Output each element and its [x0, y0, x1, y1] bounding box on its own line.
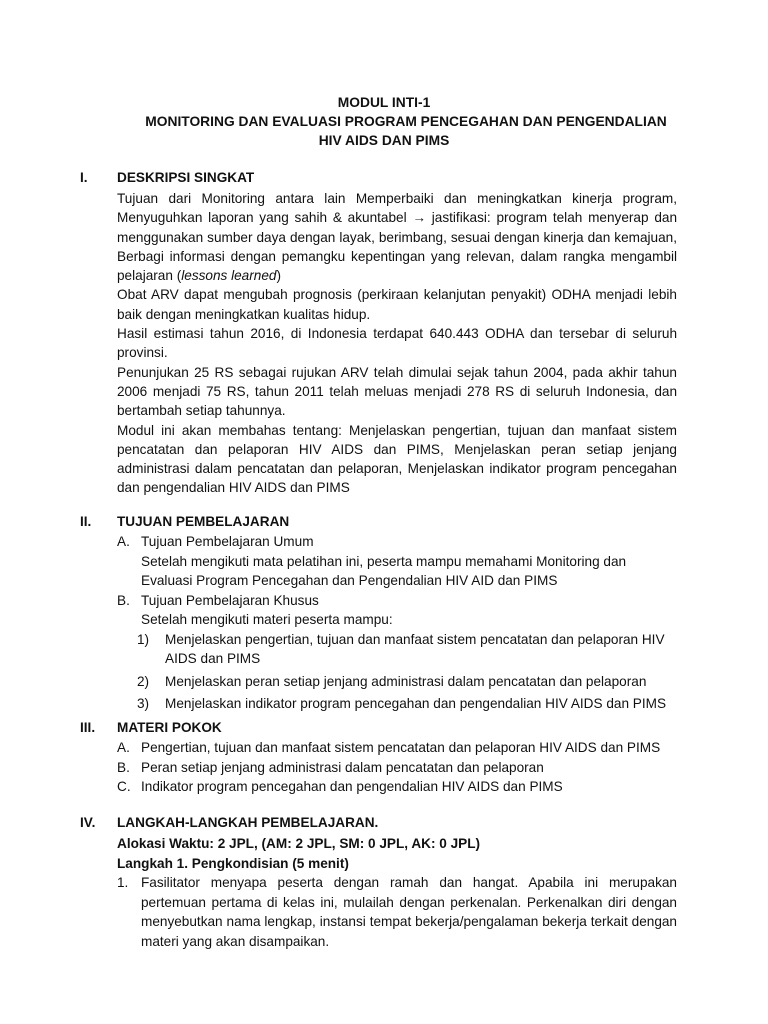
section-3-title: MATERI POKOK — [117, 720, 222, 735]
list-item: B. Peran setiap jenjang administrasi dalam pencatatan dan pelaporan — [117, 759, 544, 775]
list-item: 1) Menjelaskan pengertian, tujuan dan manfaat sistem pencatatan dan pelaporan HIV AIDS dan PIMS — [137, 631, 665, 666]
section-1-paragraph-1: Tujuan dari Monitoring antara lain Memperbaiki dan meningkatkan kinerja program, Menyuguhkan laporan yang sahih & akuntabel → jastifikasi: program telah menyerap dan menggunakan sumber daya dengan layak, berimbang, sesuai dengan kinerja dan kemajuan, Berbagi informasi dengan pemangku kepentingan yang relevan, dalam rangka mengambil pelajaran (lessons learned) — [117, 191, 678, 284]
module-subtitle: HIV AIDS DAN PIMS — [318, 133, 450, 148]
section-4-title: LANGKAH-LANGKAH PEMBELAJARAN. — [117, 815, 379, 830]
arrow-right-icon: → — [412, 210, 426, 226]
section-4-body — [117, 834, 677, 951]
section-1-paragraph-5: Modul ini akan membahas tentang: Menjelaskan pengertian, tujuan dan manfaat sistem pencatatan dan pelaporan HIV AIDS dan PIMS, Menjelaskan peran setiap jenjang administrasi dalam pencatatan dan pelaporan, Menjelaskan indikator program pencegahan dan pengendalian HIV AIDS dan PIMS — [117, 422, 677, 496]
section-3-body — [117, 738, 677, 797]
section-4-number: IV. — [80, 815, 96, 830]
section-1-body — [117, 189, 677, 498]
list-item: A. Pengertian, tujuan dan manfaat sistem pencatatan dan pelaporan HIV AIDS dan PIMS — [117, 740, 661, 755]
module-number: MODUL INTI-1 — [337, 95, 431, 110]
section-1-paragraph-4: Penunjukan 25 RS sebagai rujukan ARV telah dimulai sejak tahun 2004, pada akhir tahun 2006 menjadi 75 RS, tahun 2011 telah meluas menjadi 278 RS di seluruh Indonesia, dan bertambah setiap tahunnya. — [117, 364, 677, 419]
section-3-number: III. — [80, 720, 96, 735]
time-allocation: Alokasi Waktu: 2 JPL, (AM: 2 JPL, SM: 0 JPL, AK: 0 JPL) — [117, 836, 481, 851]
objective-a: A. Tujuan Pembelajaran Umum — [117, 534, 314, 549]
section-1-number: I. — [80, 170, 88, 185]
section-1-paragraph-3: Hasil estimasi tahun 2016, di Indonesia terdapat 640.443 ODHA dan tersebar di seluruh provinsi. — [117, 326, 677, 361]
section-2-number: II. — [80, 514, 92, 529]
objective-b-text: Setelah mengikuti materi peserta mampu: — [141, 612, 393, 627]
objective-b: B. Tujuan Pembelajaran Khusus — [117, 592, 319, 608]
section-1-title: DESKRIPSI SINGKAT — [117, 170, 255, 185]
section-2-body — [117, 532, 677, 714]
list-item: 2) Menjelaskan peran setiap jenjang administrasi dalam pencatatan dan pelaporan — [137, 673, 647, 689]
list-item: 1. Fasilitator menyapa peserta dengan ramah dan hangat. Apabila ini merupakan pertemuan pertama di kelas ini, mulailah dengan perkenalan. Perkenalkan diri dengan menyebutkan nama lengkap, instansi tempat bekerja/pengalaman bekerja terkait dengan materi yang akan disampaikan. — [117, 875, 677, 949]
section-2-title: TUJUAN PEMBELAJARAN — [117, 514, 290, 529]
section-1-paragraph-2: Obat ARV dapat mengubah prognosis (perkiraan kelanjutan penyakit) ODHA menjadi lebih baik dengan meningkatkan kualitas hidup. — [117, 287, 677, 322]
step-1-heading: Langkah 1. Pengkondisian (5 menit) — [117, 855, 349, 871]
module-title: MONITORING DAN EVALUASI PROGRAM PENCEGAHAN DAN PENGENDALIAN — [145, 114, 667, 129]
list-item: C. Indikator program pencegahan dan pengendalian HIV AIDS dan PIMS — [117, 779, 563, 794]
list-item: 3) Menjelaskan indikator program pencegahan dan pengendalian HIV AIDS dan PIMS — [137, 696, 667, 711]
objective-a-text: Setelah mengikuti mata pelatihan ini, peserta mampu memahami Monitoring dan Evaluasi Program Pencegahan dan Pengendalian HIV AID dan PIMS — [141, 553, 627, 588]
